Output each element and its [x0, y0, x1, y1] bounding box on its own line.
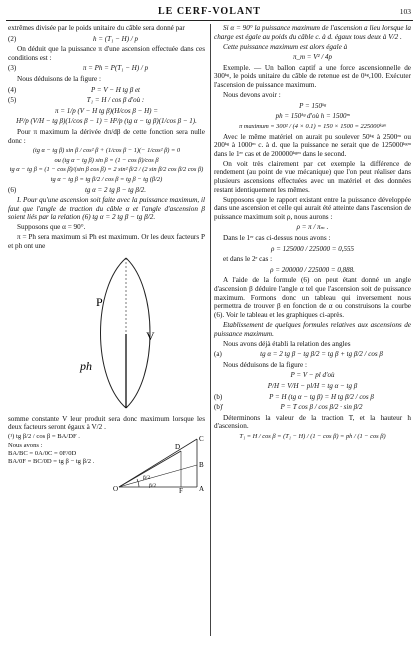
equation-4 — [8, 86, 205, 95]
equation-number: (5) — [8, 96, 17, 105]
equation-2 — [8, 35, 205, 44]
footnote-line: BA/0F = BC/0D = tg β − tg β/2 . — [8, 457, 95, 465]
paragraph: extrêmes divisée par le poids unitaire du câble sera donné par — [8, 24, 185, 32]
equation-number: (b) — [214, 392, 223, 401]
paragraph: On déduit que la puissance π d'une ascension effectuée dans ces conditions est : — [8, 45, 205, 62]
left-column — [8, 24, 205, 493]
label-A: A — [199, 485, 205, 494]
paragraph: Nous déduisons de la figure : — [17, 74, 102, 83]
paragraph: Nous devons avoir : — [223, 91, 281, 100]
equation: T₁ = H / cos β = (T₁ − H) / (1 − cos β) = ph / (1 − cos β) — [239, 432, 386, 440]
label-ph: ph — [80, 358, 92, 373]
equation-b — [214, 393, 411, 402]
paragraph: On voit très clairement par cet exemple la différence de rendement (au point de vue mécanique) que l'on peut réaliser dans plusieurs ascensions effectuées avec un matériel et des données restant identiquement les mêmes. — [214, 159, 411, 194]
right-column — [214, 24, 411, 443]
theorem-paragraph: I. Pour qu'une ascension soit faite avec la puissance maximum, il faut que l'angle de traction du câble α et l'angle d'ascension β soient liés par la relation (6) tg α = 2 tg β − tg β/2. — [8, 196, 205, 222]
equation-number: (6) — [8, 185, 17, 194]
equation: (tg α − tg β) sin β / cos² β + (1/cos β − 1)(− 1/cos² β) = 0 — [32, 147, 181, 155]
equation-body: T₁ = H / cos β d'où : — [86, 96, 145, 105]
equation: tg α − tg β = tg β/2 / cos β = tg β − tg (β/2) — [50, 175, 163, 183]
equation: P = V − pl d'où — [290, 371, 335, 380]
label-angle: β/2 — [149, 483, 157, 490]
equation-3 — [8, 64, 205, 73]
paragraph: Supposons que le rapport existant entre la puissance développée dans une ascension et celle qui aurait été atteinte dans l'ascension de puissance maximum soit ρ, nous aurons : — [214, 195, 411, 221]
line-OB — [119, 465, 197, 490]
equation-body: π = Ph = P(T₁ − H) / p — [82, 64, 149, 73]
triangle-figure — [109, 433, 205, 493]
angle-arc — [137, 479, 139, 487]
label-V: V — [146, 328, 155, 343]
label-B: B — [199, 461, 204, 470]
equation: π maximum = 300² / (4 × 0.1) = 150 × 1500 = 225000ᵏᵍᵐ — [239, 122, 386, 130]
equation-number: (a) — [214, 350, 222, 359]
equation: ou (tg α − tg β) sin β = (1 − cos β)/cos β — [54, 156, 159, 164]
paragraph: Avec le même matériel on aurait pu soulever 50ᵏᵍ à 2500ᵐ ou 200ᵏᵍ à 1000ᵐ c. à d. que la puissance ne serait que de 125000ᵏᵍᵐ dans le 1ᵉʳ cas et de 200000ᵏᵍᵐ dans le second. — [214, 132, 411, 158]
paragraph: Si α = 90° la puissance maximum de l'ascension a lieu lorsque la charge est égale au poids du câble c. à d. égaux tous deux à V/2 . — [214, 24, 411, 41]
paragraph: Dans le 1ᵉʳ cas ci-dessus nous avons : — [223, 234, 331, 243]
label-O: O — [113, 485, 119, 494]
equation-body: P = V − H tg β et — [90, 85, 141, 94]
paragraph: Pour π maximum la dérivée dπ/dβ de cette fonction sera nulle donc : — [8, 127, 205, 145]
footnote-line: Nous avons : — [8, 441, 43, 449]
equation: π = 1/p (V − H tg β)(H/cos β − H) = — [55, 106, 158, 115]
label-half-angle: β/2 — [143, 475, 151, 482]
label-D: D — [175, 443, 181, 452]
page-number: 103 — [399, 7, 411, 16]
running-header — [6, 6, 413, 21]
paragraph: Nous déduisons de la figure : — [223, 360, 308, 369]
equation-a — [214, 350, 411, 359]
paragraph: somme constante V leur produit sera donc maximum lorsque les deux facteurs seront égaux à V/2 . — [8, 414, 205, 432]
paragraph: A l'aide de la formule (6) on peut étant donné un angle d'ascension β déduire l'angle α tel que l'ascension soit de puissance maximum. Formons donc un tableau qui inversement nous permettra de trouver β en fonction de α ou construisons la courbe (6). Voir le tableau et les graphiques ci-après. — [214, 276, 411, 319]
cable-figure — [8, 254, 205, 412]
equation-number: (4) — [8, 85, 17, 94]
equation: ρ = 125000 / 225000 = 0,555 — [270, 244, 354, 253]
triangle-footnote — [8, 433, 205, 493]
section-heading: Etablissement de quelques formules relatives aux ascensions de puissance maximum. — [214, 320, 411, 338]
footnote-line: BA/BC = 0A/0C = 0F/0D — [8, 449, 77, 457]
paragraph: Supposons que α = 90°. — [17, 223, 86, 232]
example-paragraph: Exemple. — Un ballon captif a une force ascensionnelle de 300ᵏᵍ, le poids unitaire du câble de retenue est de 0ᵏᵍ,100. Exécuter l'ascension de puissance maximum. — [214, 63, 411, 90]
equation: ρ = 200000 / 225000 = 0,888. — [270, 265, 355, 274]
line-OD — [119, 451, 181, 490]
equation-body: h = (T₁ − H) / p — [93, 34, 138, 43]
equation-body: P = H (tg α − tg β) = H tg β/2 / cos β — [269, 392, 374, 401]
paragraph: et dans le 2ᵉ cas : — [223, 255, 273, 264]
equation-number: (b)' — [214, 403, 224, 412]
equation: tg α − tg β = (1 − cos β)/(sin β cos β) = 2 sin² β/2 / (2 sin β/2 cos β/2 cos β) — [9, 166, 204, 174]
equation-6 — [8, 186, 205, 195]
equation-number: (2) — [8, 34, 17, 43]
paragraph: Nous avons déjà établi la relation des angles — [223, 339, 351, 348]
equation-b-prime — [214, 403, 411, 412]
equation-body: tg α = 2 tg β − tg β/2. — [84, 185, 147, 194]
column-rule — [210, 24, 211, 636]
paragraph: Déterminons la valeur de la traction T, et la hauteur h d'ascension. — [214, 413, 411, 431]
paragraph: Cette puissance maximum est alors égale à — [223, 42, 348, 51]
equation-body: P = T cos β / cos β/2 · sin β/2 — [280, 403, 363, 412]
label-F: F — [179, 487, 183, 494]
cable-figure-drawing — [8, 254, 205, 412]
footnote-text — [8, 433, 106, 466]
paragraph: π = Ph sera maximum si Ph est maximum. Or les deux facteurs P et ph ont une — [8, 233, 205, 251]
equation: ph = 150ᵏᵍ d'où h = 1500ᵐ — [275, 112, 350, 121]
label-C: C — [199, 435, 204, 444]
equation: H²/p (V/H − tg β)(1/cos β − 1) = H²/p (tg α − tg β)(1/cos β − 1). — [16, 117, 197, 126]
equation: π_m = V² / 4p — [292, 53, 333, 62]
running-title: LE CERF-VOLANT — [158, 6, 261, 17]
label-P: P — [96, 294, 103, 309]
cable-curve-left — [101, 258, 127, 408]
equation: P = 150ᵏᵍ — [299, 101, 326, 110]
equation: P/H = V/H − pl/H = tg α − tg β — [267, 381, 358, 390]
equation-body: tg α = 2 tg β − tg β/2 = tg β + tg β/2 / cos β — [260, 350, 383, 359]
footnote-line: (¹) tg β/2 / cos β = BA/DF . — [8, 433, 80, 441]
equation: ρ = π / πₘ . — [296, 223, 329, 232]
equation-5 — [8, 96, 205, 105]
equation-number: (3) — [8, 64, 17, 73]
